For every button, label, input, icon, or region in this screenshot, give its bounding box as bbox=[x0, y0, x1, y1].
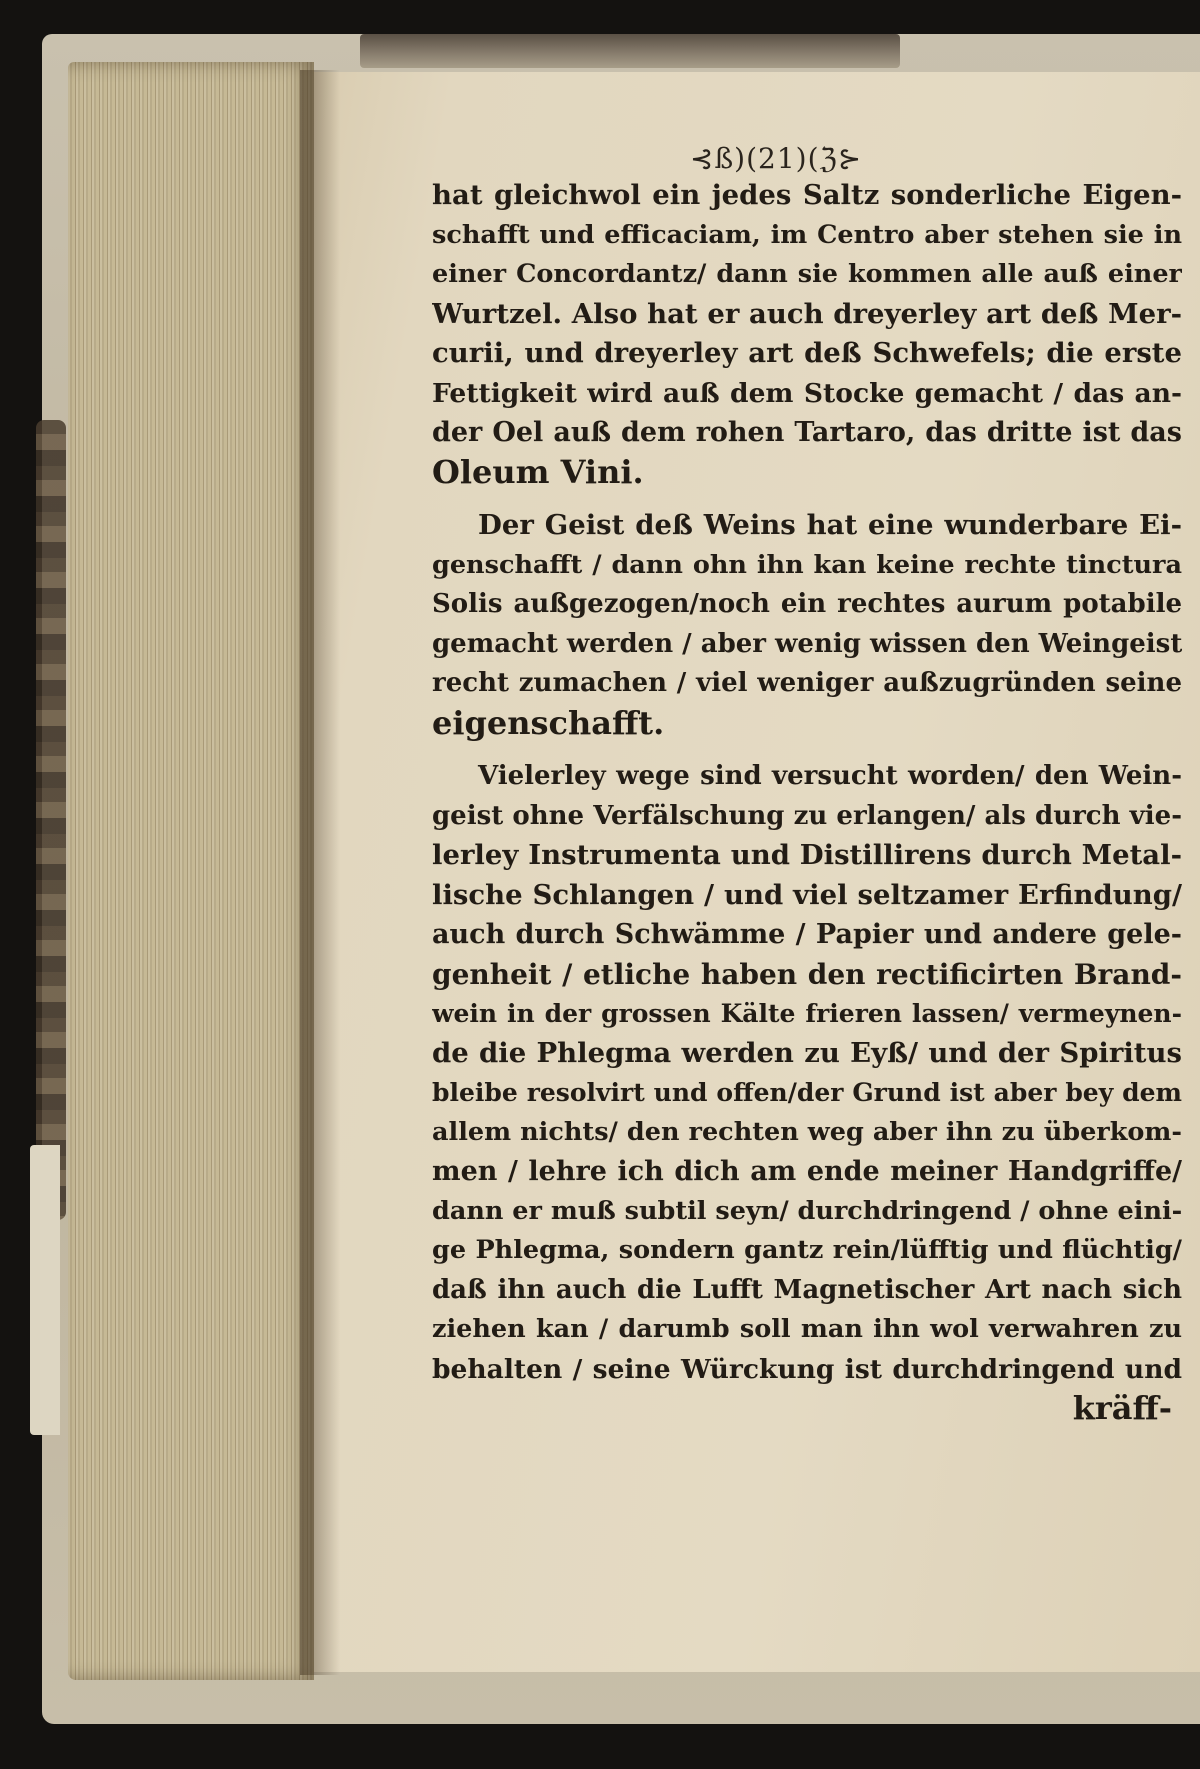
text-line: auch durch Schwämme / Papier und andere gele- bbox=[432, 919, 1182, 950]
catchword: kräff- bbox=[1072, 1389, 1172, 1427]
text-line: genheit / etliche haben den rectificirten Brand- bbox=[432, 957, 1182, 991]
text-line: dann er muß subtil seyn/ durchdringend / ohne eini- bbox=[432, 1195, 1182, 1226]
text-line: der Oel auß dem rohen Tartaro, das dritte ist das bbox=[432, 417, 1182, 448]
text-line: recht zumachen / viel weniger außzugründen seine bbox=[432, 668, 1182, 698]
text-line: geist ohne Verfälschung zu erlangen/ als durch vie- bbox=[432, 800, 1182, 831]
text-line: einer Concordantz/ dann sie kommen alle auß einer bbox=[432, 259, 1182, 289]
paragraph-1 bbox=[432, 176, 1182, 492]
page-number-header: ⊰ß)(21)(ℨ⊱ bbox=[690, 142, 863, 175]
text-line: ziehen kan / darumb soll man ihn wol verwahren zu bbox=[432, 1314, 1182, 1344]
text-line: Vielerley wege sind versucht worden/ den Wein- bbox=[478, 761, 1182, 791]
text-line: gemacht werden / aber wenig wissen den Weingeist bbox=[432, 628, 1182, 659]
body-text bbox=[432, 176, 1182, 1429]
text-line: lische Schlangen / und viel seltzamer Erfindung/ bbox=[432, 878, 1182, 911]
cover-stain bbox=[36, 420, 66, 1220]
headband bbox=[360, 34, 900, 68]
text-line: Solis außgezogen/noch ein rechtes aurum potabile bbox=[432, 589, 1182, 619]
paragraph-3 bbox=[432, 757, 1182, 1389]
text-line: Fettigkeit wird auß dem Stocke gemacht / das an- bbox=[432, 377, 1182, 409]
text-line: ge Phlegma, sondern gantz rein/lüfftig und flüchtig/ bbox=[432, 1235, 1182, 1265]
text-line: de die Phlegma werden zu Eyß/ und der Spiritus bbox=[432, 1036, 1182, 1069]
text-line: behalten / seine Würckung ist durchdringend und bbox=[432, 1353, 1182, 1385]
text-line: eigenschafft. bbox=[432, 703, 665, 742]
text-line: hat gleichwol ein jedes Saltz sonderliche Eigen- bbox=[432, 179, 1182, 211]
paragraph-2 bbox=[432, 506, 1182, 743]
text-line: daß ihn auch die Lufft Magnetischer Art nach sich bbox=[432, 1274, 1182, 1305]
text-line: lerley Instrumenta und Distillirens durch Metal- bbox=[432, 839, 1182, 871]
page-edges bbox=[68, 62, 314, 1680]
text-line: genschafft / dann ohn ihn kan keine rechte tinctura bbox=[432, 549, 1182, 580]
text-line: Der Geist deß Weins hat eine wunderbare Ei- bbox=[478, 509, 1182, 541]
text-line: Wurtzel. Also hat er auch dreyerley art deß Mer- bbox=[432, 297, 1182, 330]
text-line: men / lehre ich dich am ende meiner Handgriffe/ bbox=[432, 1156, 1182, 1187]
text-line: bleibe resolvirt und offen/der Grund ist aber bey dem bbox=[432, 1078, 1182, 1107]
gutter-shadow bbox=[300, 70, 340, 1675]
text-line: curii, und dreyerley art deß Schwefels; die erste bbox=[432, 337, 1182, 369]
text-line: wein in der grossen Kälte frieren lassen/ vermeynen- bbox=[432, 999, 1182, 1028]
bookmark-tab bbox=[30, 1145, 60, 1435]
text-line: schafft und efficaciam, im Centro aber stehen sie in bbox=[432, 219, 1182, 250]
text-line: allem nichts/ den rechten weg aber ihn zu überkom- bbox=[432, 1116, 1182, 1147]
text-line: Oleum Vini. bbox=[432, 452, 644, 491]
